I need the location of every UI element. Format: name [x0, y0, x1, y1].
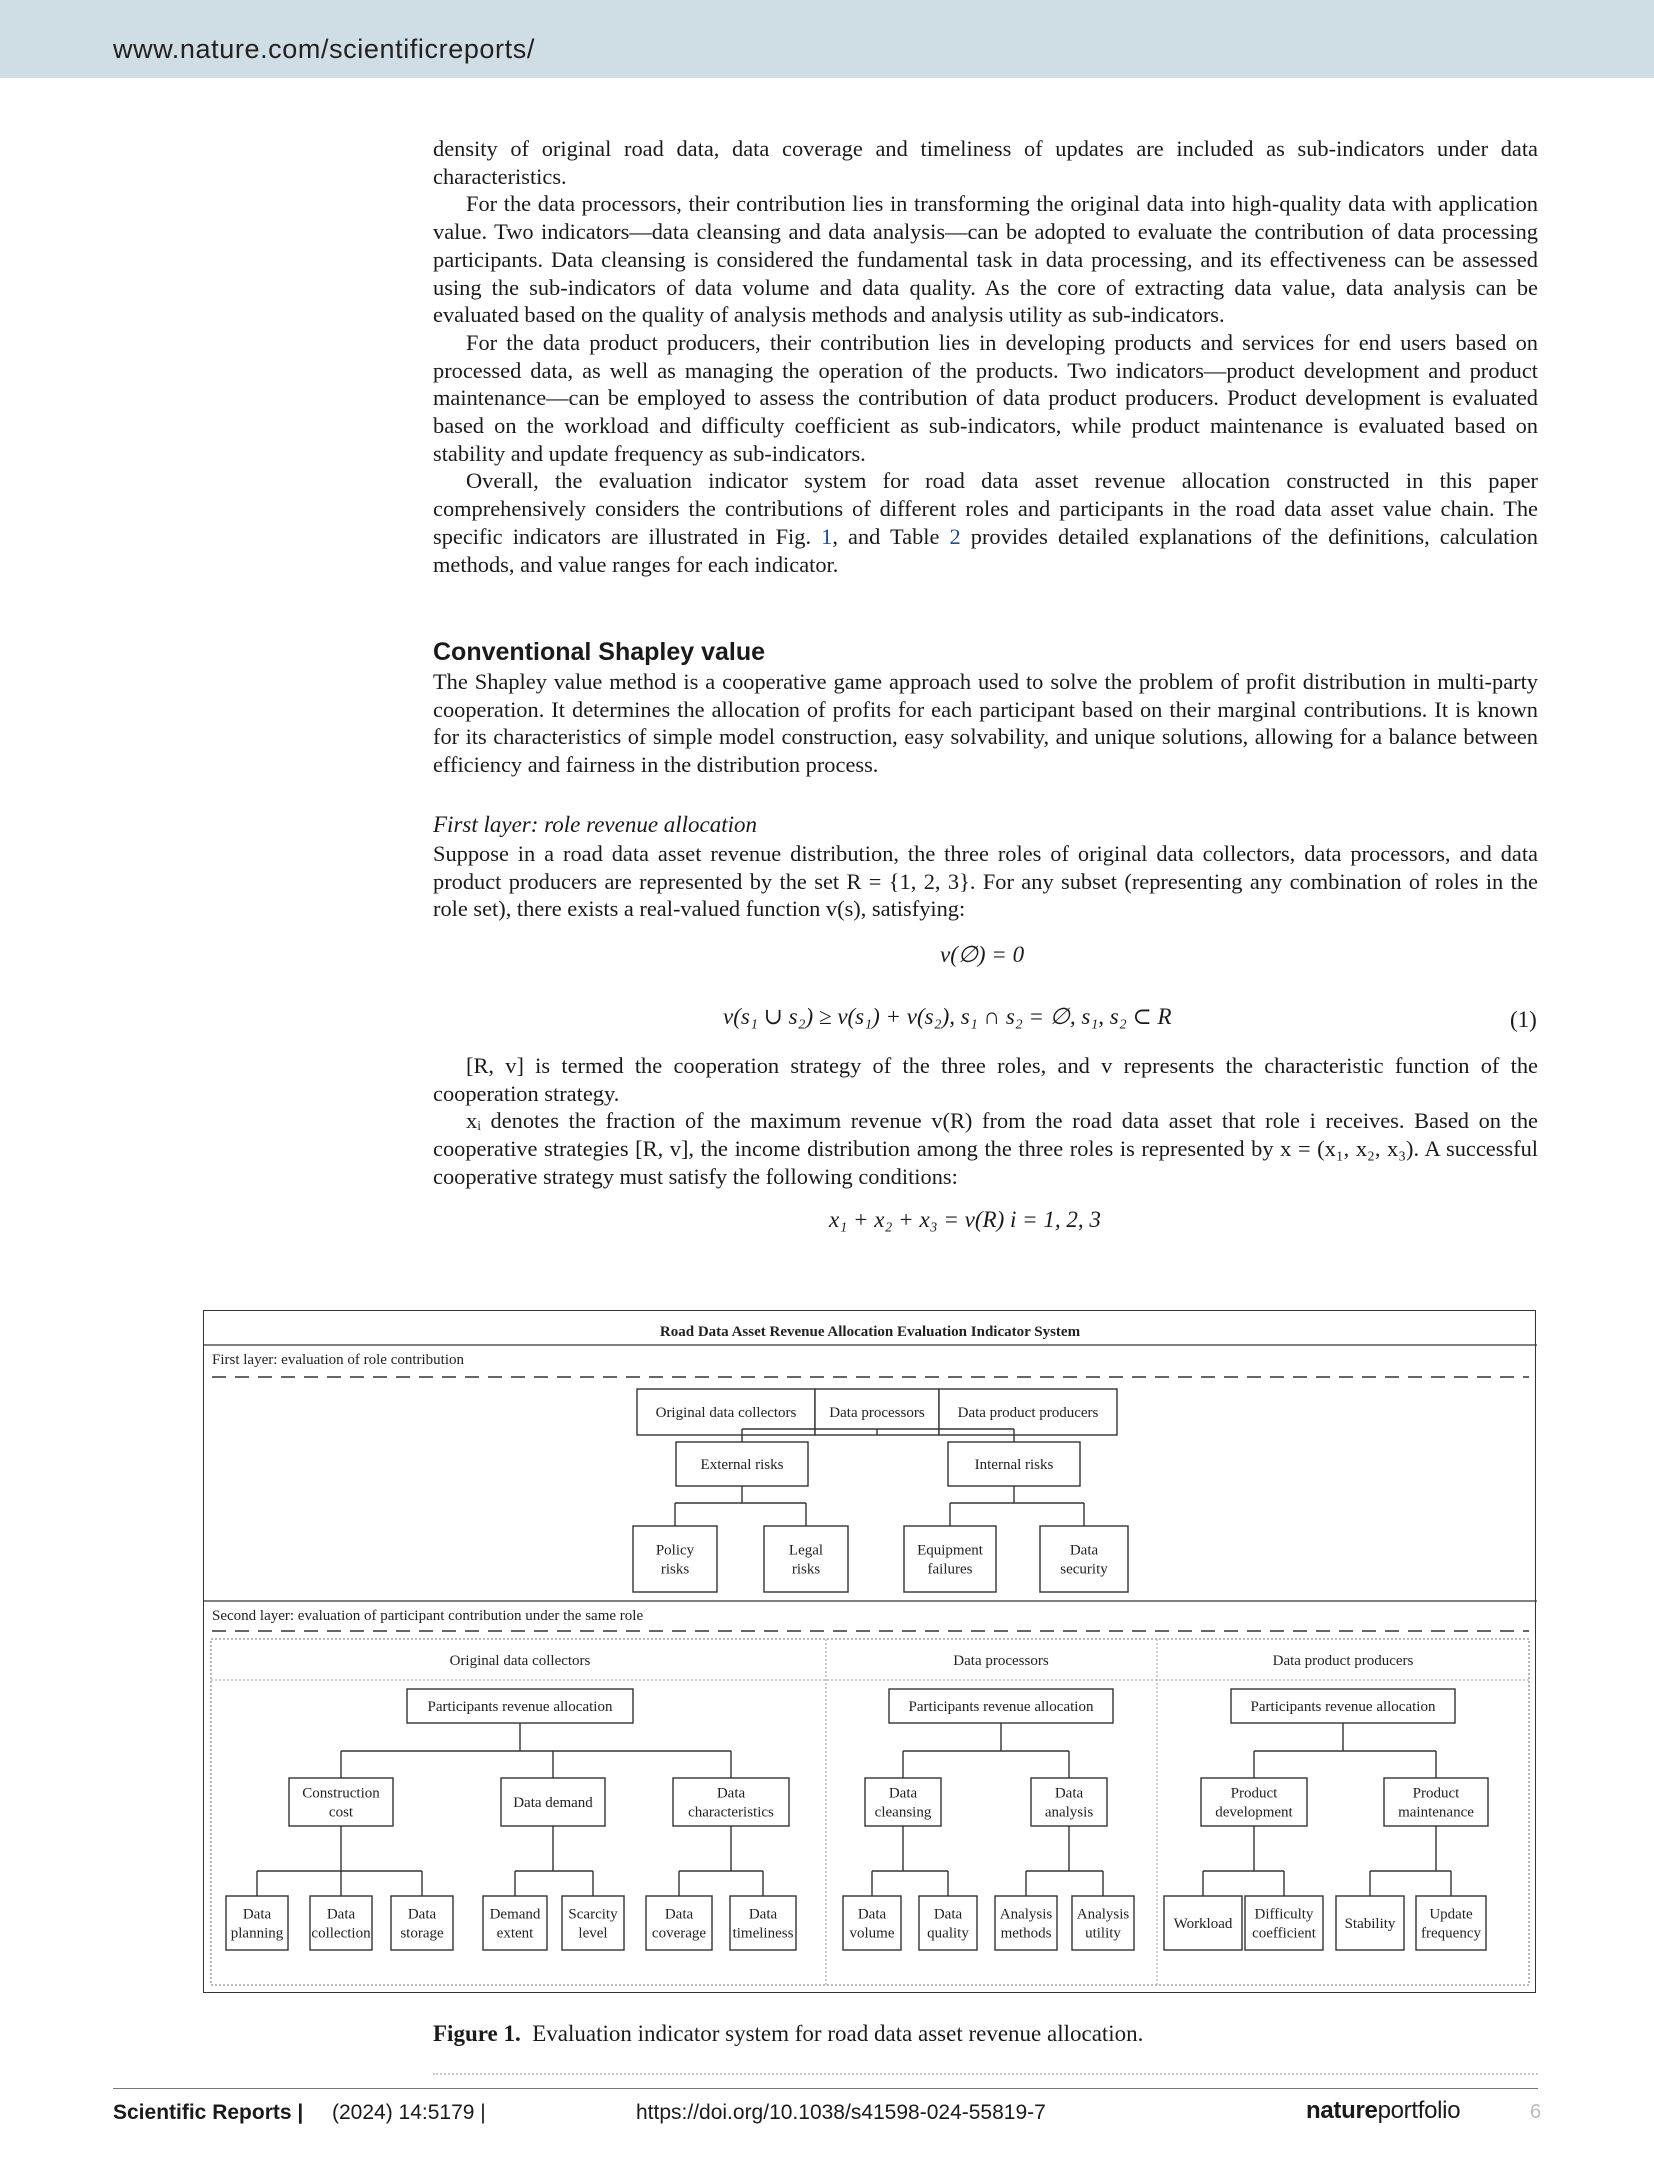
- sub-indicator-box-label: Data quality: [927, 1906, 969, 1942]
- sub-risk-legal: [764, 1526, 848, 1592]
- paragraph: For the data processors, their contribution lies in transforming the original data into high-quality data with application value. Two indicators—data cleansing and data analysis—can be adopted to evaluate the contribution of data processing participants. Data cleansing is considered the fundamental task in data processing, and its effectiveness can be assessed using the sub-indicators of data volume and data quality. As the core of extracting data value, data analysis can be evaluated based on the quality of analysis methods and analysis utility as sub-indicators.: [433, 191, 1538, 328]
- footer-doi[interactable]: https://doi.org/10.1038/s41598-024-55819-7: [636, 2101, 1046, 2124]
- indicator-product-maintenance-label: Product maintenance: [1398, 1785, 1474, 1821]
- overall-paragraph: Overall, the evaluation indicator system for road data asset revenue allocation constructed in this paper comprehensively considers the contributions of different roles and participants in the road data asset value chain. The specific indicators are illustrated in Fig. 1, and Table 2 provides detailed explanations of the definitions, calculation methods, and value ranges for each indicator.: [433, 468, 1538, 577]
- sub-indicator-box: [310, 1896, 372, 1950]
- sub-indicator-box-label: Data coverage: [651, 1906, 707, 1942]
- risk-box-internal-label: Internal risks: [974, 1457, 1054, 1473]
- indicator-construction-cost-label: Construction cost: [302, 1785, 380, 1821]
- equation-1: v(s₁ ∪ s₂) ≥ v(s₁) + v(s₂), s₁ ∩ s₂ = ∅, s₁, s₂ ⊂ R: [723, 1004, 1172, 1029]
- sub-indicator-box-label: Update frequency: [1421, 1906, 1481, 1942]
- paragraph: xᵢ denotes the fraction of the maximum revenue v(R) from the road data asset that role i receives. Based on the cooperative strategies [R, v], the income distribution among the three roles is represented by x = (x₁, x₂, x₃). A successful cooperative strategy must satisfy the following conditions:: [433, 1108, 1538, 1189]
- sub-indicator-box: [1245, 1896, 1323, 1950]
- sub-indicator-box-label: Demand extent: [489, 1906, 541, 1942]
- site-header: [0, 0, 1654, 78]
- sub-indicator-box: [562, 1896, 624, 1950]
- figure-1: [203, 1310, 1536, 1993]
- footer-divider-dotted: [433, 2073, 1538, 2075]
- equation-sum: x₁ + x₂ + x₃ = v(R) i = 1, 2, 3: [829, 1207, 1101, 1232]
- sub-indicator-box: [1416, 1896, 1486, 1950]
- page-number: 6: [1530, 2101, 1542, 2123]
- section-heading: Conventional Shapley value: [433, 638, 766, 666]
- body-text-block: [433, 135, 1538, 578]
- footer-divider: [113, 2088, 1538, 2089]
- role-box-original-data-collectors-label: Original data collectors: [655, 1405, 797, 1421]
- sub-risk-security-label: Data security: [1060, 1542, 1108, 1578]
- diagram-title: Road Data Asset Revenue Allocation Evaluation Indicator System: [659, 1324, 1081, 1340]
- sub-indicator-box-label: Data planning: [230, 1906, 284, 1942]
- allocation-box-label: Participants revenue allocation: [1250, 1699, 1436, 1715]
- sub-risk-policy: [633, 1526, 717, 1592]
- coop-paragraph-block: [433, 1052, 1538, 1191]
- paragraph: For the data product producers, their contribution lies in developing products and services for end users based on processed data, as well as managing the operation of the products. Two indicators—product development and product maintenance—can be employed to assess the contribution of data product producers. Product development is evaluated based on the workload and difficulty coefficient as sub-indicators, while product maintenance is evaluated based on stability and update frequency as sub-indicators.: [433, 329, 1538, 466]
- role-box-data-processors-label: Data processors: [829, 1405, 925, 1421]
- footer-journal: Scientific Reports |: [113, 2101, 304, 2124]
- figure-caption: [433, 2021, 1143, 2047]
- site-url[interactable]: www.nature.com/scientificreports/: [113, 34, 535, 64]
- paragraph: density of original road data, data coverage and timeliness of updates are included as sub-indicators under data characteristics.: [433, 136, 1538, 189]
- sub-indicator-box-label: Data volume: [849, 1906, 895, 1942]
- equation-empty-set: v(∅) = 0: [940, 942, 1025, 967]
- sub-indicator-box: [483, 1896, 547, 1950]
- caption-text: Evaluation indicator system for road data asset revenue allocation.: [532, 2021, 1144, 2046]
- allocation-box-label: Participants revenue allocation: [427, 1699, 613, 1715]
- sub-indicator-box-label: Analysis methods: [999, 1906, 1053, 1942]
- sub-indicator-box-label: Analysis utility: [1076, 1906, 1130, 1942]
- paragraph: Suppose in a road data asset revenue distribution, the three roles of original data collectors, data processors, and data product producers are represented by the set R = {1, 2, 3}. For any subset (representing any combination of roles in the role set), there exists a real-valued function v(s), satisfying:: [433, 841, 1538, 922]
- sub-indicator-box: [995, 1896, 1057, 1950]
- publisher-logo: natureportfolio: [1306, 2097, 1461, 2124]
- indicator-data-characteristics-label: Data characteristics: [688, 1785, 774, 1821]
- paragraph: The Shapley value method is a cooperative game approach used to solve the problem of profit distribution in multi-party cooperation. It determines the allocation of profits for each participant based on their marginal contributions. It is known for its characteristics of simple model construction, easy solvability, and unique solutions, allowing for a balance between efficiency and fairness in the distribution process.: [433, 669, 1538, 778]
- figure-ref-link[interactable]: 1: [821, 523, 833, 549]
- sub-risk-security: [1040, 1526, 1128, 1592]
- sub-risk-legal-label: Legal risks: [788, 1542, 824, 1578]
- sub-indicator-box-label: Workload: [1173, 1916, 1233, 1932]
- sub-indicator-box: [730, 1896, 796, 1950]
- indicator-system-diagram: [204, 1311, 1537, 1994]
- paragraph: [R, v] is termed the cooperation strategy of the three roles, and v represents the characteristic function of the cooperation strategy.: [433, 1053, 1538, 1106]
- sub-indicator-box: [919, 1896, 977, 1950]
- caption-label: Figure 1.: [433, 2021, 521, 2046]
- sub-indicator-box-label: Stability: [1344, 1916, 1396, 1932]
- indicator-product-development-label: Product development: [1215, 1785, 1293, 1821]
- group-title: Data processors: [953, 1653, 1049, 1669]
- sub-indicator-box: [391, 1896, 453, 1950]
- footer-volume: (2024) 14:5179 |: [332, 2101, 486, 2124]
- sub-risk-equipment: [904, 1526, 996, 1592]
- sub-indicator-box-label: Scarcity level: [568, 1906, 618, 1942]
- subsection-heading: First layer: role revenue allocation: [433, 812, 758, 837]
- sub-indicator-box: [1072, 1896, 1134, 1950]
- layer2-label: Second layer: evaluation of participant contribution under the same role: [212, 1608, 644, 1624]
- indicator-data-cleansing-label: Data cleansing: [874, 1785, 932, 1821]
- shapley-paragraph-block: [433, 668, 1538, 779]
- sub-risk-equipment-label: Equipment failures: [917, 1542, 983, 1578]
- suppose-paragraph-block: [433, 840, 1538, 923]
- sub-indicator-box: [226, 1896, 288, 1950]
- group-title: Original data collectors: [449, 1653, 591, 1669]
- sub-indicator-box-label: Data timeliness: [732, 1906, 794, 1942]
- risk-box-external-label: External risks: [700, 1457, 784, 1473]
- role-box-data-product-producers-label: Data product producers: [957, 1405, 1099, 1421]
- indicator-data-demand-label: Data demand: [513, 1795, 593, 1811]
- sub-indicator-box: [646, 1896, 712, 1950]
- sub-indicator-box-label: Difficulty coefficient: [1252, 1906, 1316, 1942]
- sub-indicator-box-label: Data storage: [400, 1906, 444, 1942]
- sub-indicator-box-label: Data collection: [311, 1906, 371, 1942]
- allocation-box-label: Participants revenue allocation: [908, 1699, 1094, 1715]
- table-ref-link[interactable]: 2: [949, 523, 961, 549]
- layer1-label: First layer: evaluation of role contribution: [212, 1352, 465, 1368]
- indicator-data-analysis-label: Data analysis: [1044, 1785, 1094, 1821]
- sub-indicator-box: [843, 1896, 901, 1950]
- equation-number: (1): [1510, 1007, 1537, 1032]
- sub-risk-policy-label: Policy risks: [655, 1542, 695, 1578]
- group-title: Data product producers: [1272, 1653, 1414, 1669]
